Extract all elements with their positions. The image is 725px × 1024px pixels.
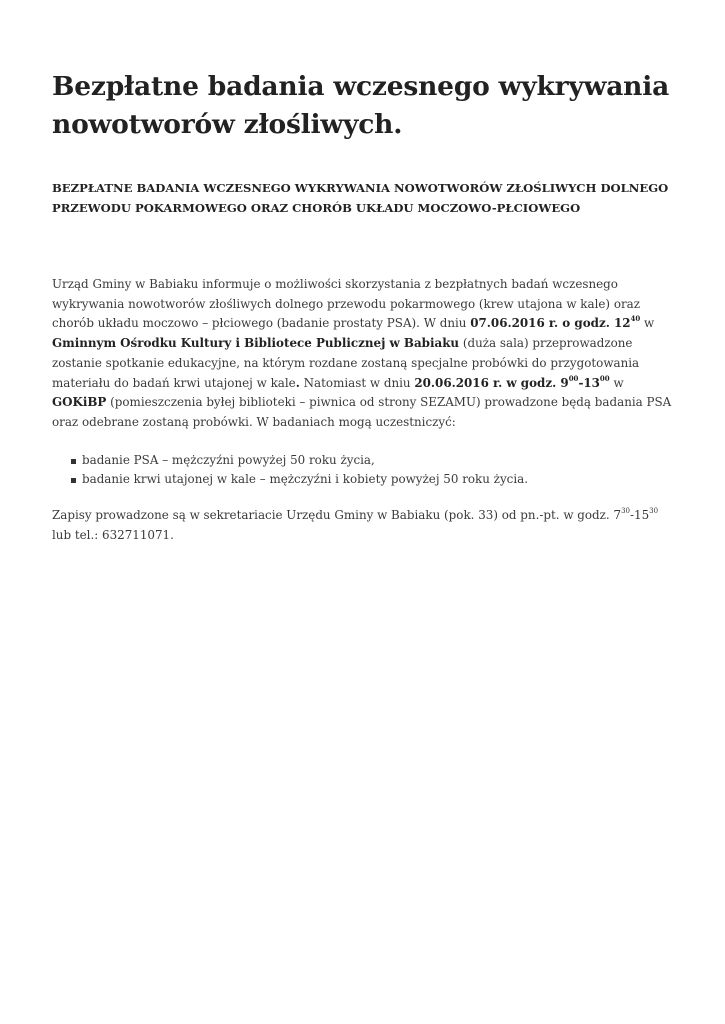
article-paragraph <box>52 275 677 433</box>
square-bullet-icon <box>71 478 76 483</box>
list-item: badanie PSA – mężczyźni powyżej 50 roku życia, <box>82 451 677 471</box>
article-subtitle: BEZPŁATNE BADANIA WCZESNEGO WYKRYWANIA NOWOTWORÓW ZŁOŚLIWYCH DOLNEGO PRZEWODU POKARMOWEGO ORAZ CHORÓB UKŁADU MOCZOWO-PŁCIOWEGO <box>52 181 669 215</box>
office-hours-end-minutes: 30 <box>649 507 659 516</box>
event-place-1: Gminnym Ośrodku Kultury i Bibliotece Publicznej w Babiaku <box>52 336 460 351</box>
eligibility-list <box>52 451 677 490</box>
paragraph-text: (pomieszczenia byłej biblioteki – piwnica od strony SEZAMU) prowadzone będą badania PSA oraz odebrane zostaną probówki. W badaniach mogą uczestniczyć: <box>52 395 672 429</box>
event-time-1-minutes: 40 <box>630 314 641 324</box>
square-bullet-icon <box>71 459 76 464</box>
event-date-1: 07.06.2016 r. o godz. $12^{40}$ <box>470 314 641 331</box>
paragraph-text: (duża sala) przeprowadzone zostanie spotkanie edukacyjne, na którym rozdane zostaną specjalne probówki do przygotowania materiału do badań krwi utajonej w kale <box>52 336 640 390</box>
paragraph-text: Urząd Gminy w Babiaku informuje o możliwości skorzystania z bezpłatnych badań wczesnego wykrywania nowotworów złośliwych dolnego przewodu pokarmowego (krew utajona w kale) oraz chorób układu moczowo – płciowego (badanie prostaty PSA). W dniu <box>52 277 641 331</box>
article-title: Bezpłatne badania wczesnego wykrywania nowotworów złośliwych. <box>52 71 670 140</box>
event-date-2: 20.06.2016 r. w godz. $9^{00}-13^{00}$ <box>414 373 610 390</box>
paragraph-text: w <box>640 316 655 331</box>
office-hours-start-minutes: 30 <box>621 507 630 516</box>
paragraph-text: Natomiast w dniu <box>299 375 415 390</box>
paragraph-dot: . <box>295 375 300 390</box>
paragraph-text: w <box>609 375 624 390</box>
list-item: badanie krwi utajonej w kale – mężczyźni i kobiety powyżej 50 roku życia. <box>82 470 677 490</box>
signup-info: Zapisy prowadzone są w sekretariacie Urzędu Gminy w Babiaku (pok. 33) od pn.-pt. w godz. $7^{30}-15^{30}$ lub tel.: 632711071. <box>52 507 659 542</box>
event-place-2: GOKiBP <box>52 395 107 410</box>
article <box>52 68 677 545</box>
phone-number-text: lub tel.: 632711071. <box>52 527 174 542</box>
